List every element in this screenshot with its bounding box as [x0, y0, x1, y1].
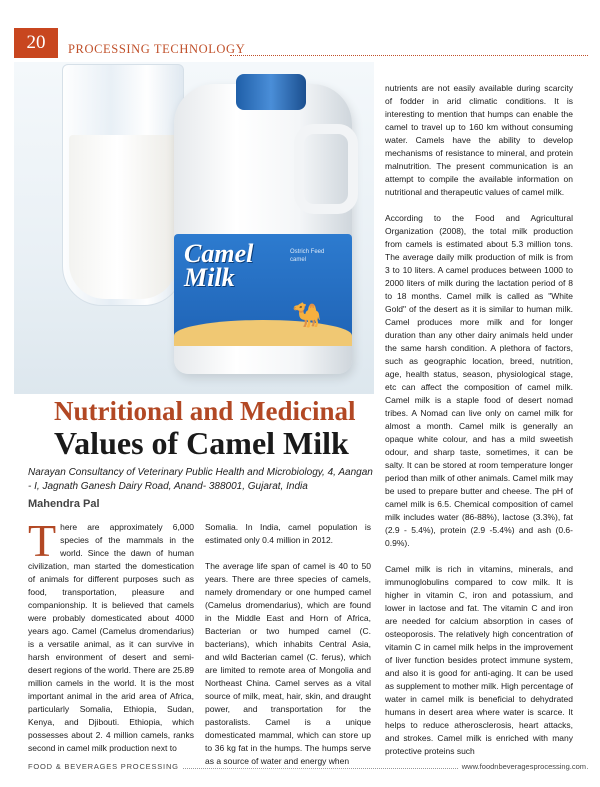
paragraph: Somalia. In India, camel population is estimated only 0.4 million in 2012. [205, 522, 371, 545]
bottle-handle [294, 124, 358, 214]
article-title-line1: Nutritional and Medicinal [54, 396, 356, 426]
paragraph: The average life span of camel is 40 to 50 years. There are three species of camels, namely dromendary or one humped camel (Camelus dromendarius), which are found in the Middle East and Horn of Africa, Bacterian or two humped camel (C. bacterians), which inhabits Central Asia, and wild Bacterian camel (C. ferus), which are limited to remote area of Mongolia and Northeast China. Camel serves as a vital source of milk, meat, hair, skin, and draught power, and transportation for the pastoralists. Camel is a unique domesticated mammal, which can store up to 36 kg fat in the humps. The humps serve as a source of water and energy when [205, 561, 371, 766]
bottle-brand-logo: Camel Milk [184, 239, 254, 292]
author-affiliation: Narayan Consultancy of Veterinary Public Health and Microbiology, 4, Aangan - I, Jagnath Ganesh Dairy Road, Anand- 388001, Gujarat, India [28, 467, 373, 492]
author-name: Mahendra Pal [28, 498, 100, 510]
desert-dune-graphic [174, 320, 352, 346]
paragraph: Camel milk is rich in vitamins, minerals, and immunoglobulins compared to cow milk. It is higher in vitamin C, iron and potassium, and lower in lactose and fat. The vitamin C and iron are needed for calcium absorption in cases of osteoporosis. The relatively high concentration of vitamin C in camel milk helps in the improvement of liver function besides protect immune system, and also it is good for anti-aging. It can be used as supplement to mother milk. High percentage of water in camel milk is beneficial to dehydrated humans in desert area where water is scarce. It helps to reduce atherosclerosis, heart attacks, and strokes. Camel milk is enriched with many protective proteins such [385, 564, 573, 756]
drop-cap: T [28, 515, 57, 566]
page-number-badge: 20 [14, 28, 58, 58]
body-column-1 [28, 515, 194, 755]
bottle-cap [236, 74, 306, 110]
section-title: PROCESSING TECHNOLOGY [68, 42, 246, 56]
glass-milk-fill [69, 135, 177, 299]
article-title-line2: Values of Camel Milk [54, 425, 349, 461]
milk-glass-illustration [62, 64, 184, 306]
milk-product-photo [14, 62, 374, 394]
footer-publication-name: FOOD & BEVERAGES PROCESSING [28, 762, 183, 771]
header-dotted-rule [230, 55, 588, 56]
paragraph: According to the Food and Agricultural Organization (2008), the total milk production from camels is estimated about 5.3 million tons. The average daily milk production of milk is from 3 to 10 liters. A camel produces between 1000 to 2000 liters of milk during the lactation period of 8 to 18 months. Camel milk is called as "White Gold" of the desert as it is similar to human milk. Camel produces more milk and for longer duration than any other dairy animals held under the same harsh condition. A plethora of factors, such as geographic location, breed, nutrition, age, health status, season, physiological stage, etc can affect the composition of camel milk. Camel milk is a staple food of desert nomad tribes. A Nomad can live only on camel milk for almost a month. Camel milk is generally an opaque white colour, and has a mild sweetish odour, and sharp taste, sometimes, it can be salty. It can be stored at room temperature longer period than milk of other animals. Camel milk may be used to prepare butter and cheese. The pH of camel milk is 6.5. Chemical composition of camel milk includes water (86-88%), lactose (3.3%), fat (2.9 - 5.4%), protein (2.9 -5.4%) and ash (0.6- 0.9%). [385, 213, 574, 548]
bottle-label [174, 234, 352, 346]
bottle-tagline: Ostrich Feed camel [290, 249, 325, 263]
paragraph: nutrients are not easily available during scarcity of fodder in arid climatic conditions. It is interesting to mention that humps can enable the camel to travel up to 160 km without consuming water. Camels have the ability to develop mechanisms of resistance to mineral, and protein malnutrition. The present communication is an attempt to compile the available information on nutritional and therapeutic values of camel milk. [385, 83, 573, 197]
body-column-2 [205, 521, 371, 768]
milk-bottle-illustration [174, 84, 352, 374]
camel-icon: 🐪 [292, 302, 322, 329]
paragraph: here are approximately 6,000 species of the mammals in the world. Since the dawn of human civilization, man started the domestication of animals for different purposes such as food, transportation, pleasure and companionship. It is believed that camels were probably domesticated about 4000 years ago. Camel (Camelus dromendarius) is a versatile animal, as it can survive in harsh environment of desert and semi-desert regions of the world. There are 25.89 million camels in the world. It is the most important animal in the arid area of Africa, particularly Somalia, Ethiopia, Sudan, Kenya, and Djibouti. Ethiopia, which possesses about 2. 4 million camels, ranks second in camel milk production next to [28, 522, 194, 753]
body-column-3 [385, 82, 573, 758]
footer-website-link[interactable]: www.foodnbeveragesprocessing.com [458, 762, 586, 771]
